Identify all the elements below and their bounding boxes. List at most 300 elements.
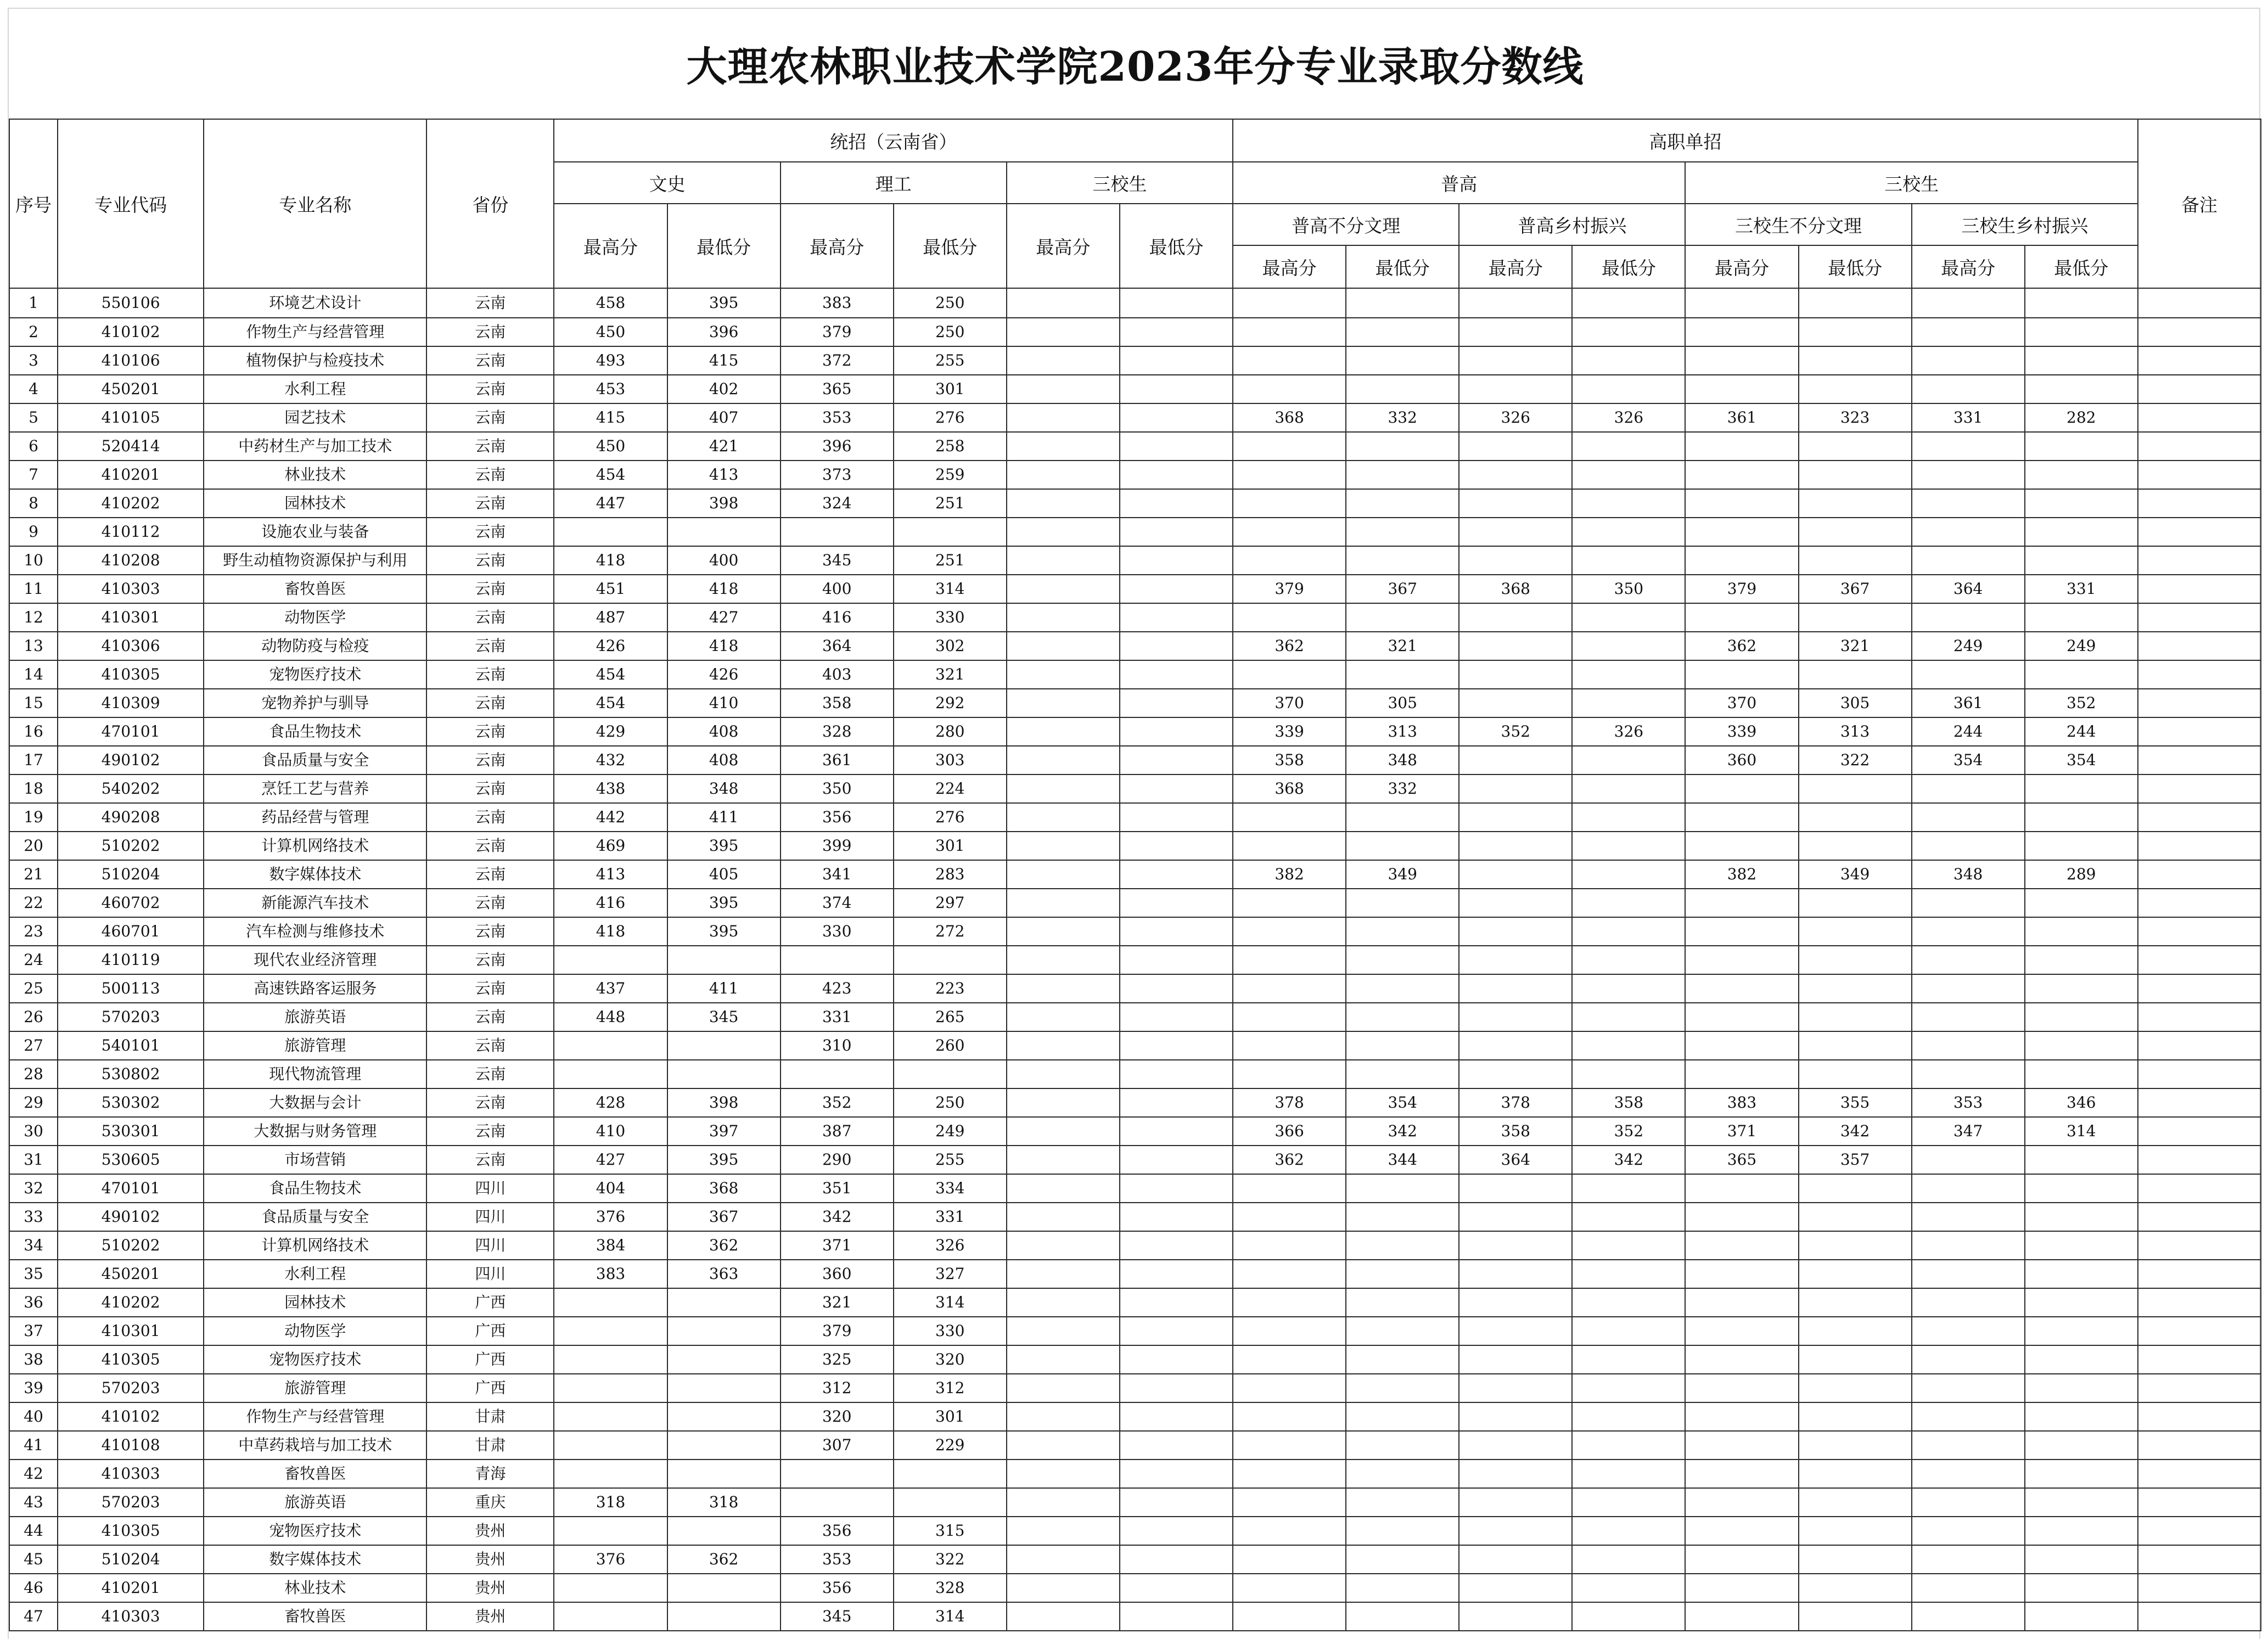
table-row: [9, 917, 2261, 946]
cell-remark: [2138, 1088, 2261, 1117]
cell-pugao-xiangcun-max: [1459, 889, 1572, 917]
cell-pugao-xiangcun-max: 326: [1459, 403, 1572, 432]
cell-seq: 34: [9, 1231, 58, 1260]
cell-wenshi-max: [554, 1517, 667, 1545]
cell-pugao-nofen-min: [1346, 832, 1459, 860]
cell-sanxiao-max: [1007, 774, 1120, 803]
cell-pugao-nofen-max: [1233, 1488, 1346, 1517]
cell-pugao-nofen-min: [1346, 1374, 1459, 1402]
cell-ligong-max: [781, 518, 894, 546]
cell-name: 动物医学: [204, 603, 426, 632]
cell-seq: 18: [9, 774, 58, 803]
cell-ligong-min: 334: [894, 1174, 1007, 1203]
cell-sanxiao-xiangcun-max: 244: [1912, 717, 2025, 746]
header-pugao: 普高: [1233, 162, 1685, 204]
cell-sanxiao-xiangcun-min: 346: [2025, 1088, 2138, 1117]
cell-pugao-xiangcun-max: [1459, 546, 1572, 575]
cell-pugao-xiangcun-min: [1572, 1402, 1685, 1431]
table-row: [9, 946, 2261, 974]
header-ligong-min: 最低分: [894, 204, 1007, 288]
cell-wenshi-min: [667, 1517, 781, 1545]
cell-sanxiao-xiangcun-max: [1912, 1602, 2025, 1631]
cell-sanxiao-nofen-max: 383: [1685, 1088, 1798, 1117]
cell-sanxiao-min: [1120, 1374, 1233, 1402]
cell-province: 云南: [426, 774, 554, 803]
cell-code: 410301: [58, 1317, 204, 1345]
cell-sanxiao-max: [1007, 1345, 1120, 1374]
cell-sanxiao-max: [1007, 889, 1120, 917]
cell-sanxiao-xiangcun-min: [2025, 1517, 2138, 1545]
cell-wenshi-min: [667, 946, 781, 974]
cell-pugao-xiangcun-min: [1572, 660, 1685, 689]
cell-seq: 15: [9, 689, 58, 717]
cell-name: 中药材生产与加工技术: [204, 432, 426, 461]
cell-sanxiao-min: [1120, 1602, 1233, 1631]
cell-pugao-nofen-max: [1233, 1545, 1346, 1574]
cell-sanxiao-min: [1120, 1431, 1233, 1460]
cell-pugao-nofen-min: [1346, 1431, 1459, 1460]
cell-sanxiao-xiangcun-max: [1912, 518, 2025, 546]
cell-wenshi-min: 395: [667, 1146, 781, 1174]
header-sanxiao: 三校生: [1007, 162, 1233, 204]
cell-pugao-xiangcun-min: [1572, 288, 1685, 318]
cell-sanxiao-xiangcun-min: [2025, 774, 2138, 803]
table-row: [9, 1488, 2261, 1517]
cell-sanxiao-nofen-max: [1685, 1517, 1798, 1545]
cell-code: 410106: [58, 346, 204, 375]
table-row: [9, 889, 2261, 917]
table-row: [9, 1460, 2261, 1488]
cell-sanxiao-max: [1007, 746, 1120, 774]
cell-seq: 22: [9, 889, 58, 917]
cell-wenshi-max: 454: [554, 461, 667, 489]
cell-name: 汽车检测与维修技术: [204, 917, 426, 946]
cell-pugao-xiangcun-max: [1459, 1460, 1572, 1488]
cell-sanxiao-nofen-min: [1799, 1317, 1912, 1345]
cell-ligong-max: [781, 946, 894, 974]
cell-sanxiao-xiangcun-max: [1912, 946, 2025, 974]
cell-sanxiao-nofen-min: 321: [1799, 632, 1912, 660]
cell-pugao-xiangcun-max: [1459, 774, 1572, 803]
cell-sanxiao-xiangcun-min: [2025, 1031, 2138, 1060]
cell-sanxiao-min: [1120, 974, 1233, 1003]
cell-pugao-nofen-max: 370: [1233, 689, 1346, 717]
cell-wenshi-min: 398: [667, 1088, 781, 1117]
cell-sanxiao-xiangcun-min: 249: [2025, 632, 2138, 660]
cell-sanxiao-nofen-max: [1685, 1460, 1798, 1488]
cell-sanxiao-min: [1120, 660, 1233, 689]
cell-pugao-nofen-min: [1346, 974, 1459, 1003]
cell-remark: [2138, 1374, 2261, 1402]
cell-sanxiao-xiangcun-max: 348: [1912, 860, 2025, 889]
cell-pugao-xiangcun-max: [1459, 1402, 1572, 1431]
cell-name: 现代物流管理: [204, 1060, 426, 1088]
cell-wenshi-min: [667, 518, 781, 546]
cell-sanxiao-nofen-max: [1685, 1602, 1798, 1631]
cell-ligong-min: 276: [894, 803, 1007, 832]
cell-wenshi-max: [554, 1060, 667, 1088]
cell-sanxiao-nofen-min: [1799, 288, 1912, 318]
cell-pugao-xiangcun-max: [1459, 1602, 1572, 1631]
cell-sanxiao-max: [1007, 403, 1120, 432]
cell-sanxiao-xiangcun-max: [1912, 1031, 2025, 1060]
cell-remark: [2138, 575, 2261, 603]
cell-pugao-nofen-min: [1346, 518, 1459, 546]
cell-wenshi-min: 395: [667, 889, 781, 917]
cell-sanxiao-xiangcun-max: [1912, 603, 2025, 632]
cell-sanxiao-nofen-max: [1685, 832, 1798, 860]
cell-sanxiao-max: [1007, 1374, 1120, 1402]
cell-wenshi-min: 395: [667, 917, 781, 946]
cell-province: 云南: [426, 518, 554, 546]
cell-province: 云南: [426, 1117, 554, 1146]
cell-seq: 23: [9, 917, 58, 946]
cell-name: 林业技术: [204, 1574, 426, 1602]
cell-wenshi-max: 427: [554, 1146, 667, 1174]
cell-sanxiao-xiangcun-max: [1912, 1374, 2025, 1402]
cell-sanxiao-min: [1120, 1460, 1233, 1488]
cell-code: 510204: [58, 1545, 204, 1574]
cell-ligong-min: 303: [894, 746, 1007, 774]
cell-sanxiao-xiangcun-min: [2025, 375, 2138, 403]
cell-sanxiao-nofen-min: [1799, 1260, 1912, 1288]
header-sanxiao-min: 最低分: [1120, 204, 1233, 288]
cell-name: 设施农业与装备: [204, 518, 426, 546]
cell-sanxiao-nofen-min: [1799, 1574, 1912, 1602]
cell-sanxiao-nofen-max: [1685, 461, 1798, 489]
cell-sanxiao-max: [1007, 1203, 1120, 1231]
cell-pugao-xiangcun-max: [1459, 1517, 1572, 1545]
cell-sanxiao-xiangcun-min: [2025, 461, 2138, 489]
cell-province: 云南: [426, 489, 554, 518]
cell-ligong-max: 328: [781, 717, 894, 746]
cell-sanxiao-nofen-max: [1685, 803, 1798, 832]
cell-remark: [2138, 489, 2261, 518]
cell-ligong-max: 387: [781, 1117, 894, 1146]
cell-seq: 29: [9, 1088, 58, 1117]
cell-sanxiao-xiangcun-max: [1912, 546, 2025, 575]
cell-sanxiao-xiangcun-max: 347: [1912, 1117, 2025, 1146]
cell-pugao-nofen-min: [1346, 1003, 1459, 1031]
cell-pugao-nofen-min: [1346, 803, 1459, 832]
cell-sanxiao-nofen-min: [1799, 774, 1912, 803]
cell-pugao-xiangcun-max: [1459, 860, 1572, 889]
cell-pugao-xiangcun-max: [1459, 1574, 1572, 1602]
cell-sanxiao-min: [1120, 1117, 1233, 1146]
cell-sanxiao-xiangcun-max: [1912, 1231, 2025, 1260]
cell-pugao-xiangcun-max: [1459, 1260, 1572, 1288]
cell-sanxiao-nofen-max: 371: [1685, 1117, 1798, 1146]
cell-sanxiao-xiangcun-min: [2025, 946, 2138, 974]
cell-code: 410306: [58, 632, 204, 660]
cell-remark: [2138, 803, 2261, 832]
cell-sanxiao-nofen-max: [1685, 546, 1798, 575]
cell-sanxiao-xiangcun-max: [1912, 461, 2025, 489]
cell-pugao-nofen-min: [1346, 917, 1459, 946]
cell-pugao-nofen-max: 362: [1233, 1146, 1346, 1174]
cell-ligong-min: 251: [894, 489, 1007, 518]
cell-province: 四川: [426, 1231, 554, 1260]
table-row: [9, 774, 2261, 803]
cell-ligong-max: 352: [781, 1088, 894, 1117]
cell-pugao-xiangcun-min: 326: [1572, 717, 1685, 746]
cell-remark: [2138, 346, 2261, 375]
cell-sanxiao-max: [1007, 1288, 1120, 1317]
cell-pugao-xiangcun-max: [1459, 288, 1572, 318]
table-row: [9, 1431, 2261, 1460]
cell-wenshi-min: 427: [667, 603, 781, 632]
cell-pugao-xiangcun-min: [1572, 1260, 1685, 1288]
cell-pugao-xiangcun-min: [1572, 546, 1685, 575]
cell-sanxiao-min: [1120, 832, 1233, 860]
table-row: [9, 1602, 2261, 1631]
cell-wenshi-min: [667, 1402, 781, 1431]
cell-sanxiao-min: [1120, 1031, 1233, 1060]
cell-code: 470101: [58, 717, 204, 746]
cell-pugao-nofen-min: 342: [1346, 1117, 1459, 1146]
cell-ligong-max: 423: [781, 974, 894, 1003]
cell-sanxiao-min: [1120, 1345, 1233, 1374]
cell-remark: [2138, 832, 2261, 860]
cell-code: 570203: [58, 1488, 204, 1517]
cell-sanxiao-nofen-min: [1799, 1060, 1912, 1088]
cell-sanxiao-max: [1007, 546, 1120, 575]
cell-seq: 45: [9, 1545, 58, 1574]
cell-province: 云南: [426, 403, 554, 432]
cell-sanxiao-min: [1120, 689, 1233, 717]
cell-pugao-xiangcun-min: [1572, 917, 1685, 946]
cell-wenshi-max: 447: [554, 489, 667, 518]
cell-sanxiao-min: [1120, 1146, 1233, 1174]
cell-pugao-xiangcun-min: [1572, 1031, 1685, 1060]
table-row: [9, 346, 2261, 375]
cell-sanxiao-min: [1120, 889, 1233, 917]
cell-pugao-xiangcun-max: [1459, 603, 1572, 632]
cell-pugao-nofen-max: [1233, 461, 1346, 489]
cell-ligong-max: [781, 1060, 894, 1088]
cell-pugao-xiangcun-min: [1572, 832, 1685, 860]
cell-sanxiao-min: [1120, 1260, 1233, 1288]
cell-province: 云南: [426, 1003, 554, 1031]
cell-wenshi-min: 411: [667, 803, 781, 832]
cell-pugao-xiangcun-max: [1459, 917, 1572, 946]
page-title: 大理农林职业技术学院2023年分专业录取分数线: [686, 43, 1584, 91]
cell-province: 云南: [426, 546, 554, 575]
cell-pugao-nofen-min: [1346, 1545, 1459, 1574]
cell-wenshi-min: [667, 1374, 781, 1402]
cell-sanxiao-nofen-min: 355: [1799, 1088, 1912, 1117]
cell-seq: 14: [9, 660, 58, 689]
table-row: [9, 546, 2261, 575]
cell-sanxiao-nofen-min: [1799, 1602, 1912, 1631]
cell-sanxiao-nofen-min: 357: [1799, 1146, 1912, 1174]
header-sanxiao-max: 最高分: [1007, 204, 1120, 288]
cell-sanxiao-max: [1007, 1488, 1120, 1517]
cell-wenshi-max: 487: [554, 603, 667, 632]
cell-province: 贵州: [426, 1574, 554, 1602]
cell-sanxiao-nofen-max: [1685, 1545, 1798, 1574]
cell-pugao-xiangcun-min: [1572, 1003, 1685, 1031]
cell-ligong-min: 314: [894, 1288, 1007, 1317]
cell-sanxiao-xiangcun-min: [2025, 346, 2138, 375]
cell-pugao-nofen-min: [1346, 288, 1459, 318]
cell-sanxiao-max: [1007, 318, 1120, 346]
cell-sanxiao-xiangcun-min: 331: [2025, 575, 2138, 603]
cell-sanxiao-max: [1007, 632, 1120, 660]
cell-sanxiao-xiangcun-max: [1912, 1317, 2025, 1345]
cell-pugao-nofen-max: [1233, 1517, 1346, 1545]
cell-name: 计算机网络技术: [204, 1231, 426, 1260]
cell-pugao-nofen-max: [1233, 1574, 1346, 1602]
cell-pugao-xiangcun-max: [1459, 1317, 1572, 1345]
cell-sanxiao-nofen-max: [1685, 1574, 1798, 1602]
cell-sanxiao-nofen-min: [1799, 917, 1912, 946]
cell-ligong-max: 353: [781, 1545, 894, 1574]
cell-pugao-nofen-max: 368: [1233, 403, 1346, 432]
cell-seq: 36: [9, 1288, 58, 1317]
cell-code: 410208: [58, 546, 204, 575]
cell-remark: [2138, 1431, 2261, 1460]
cell-sanxiao-nofen-max: [1685, 1174, 1798, 1203]
table-row: [9, 1117, 2261, 1146]
cell-ligong-max: 341: [781, 860, 894, 889]
cell-code: 530301: [58, 1117, 204, 1146]
cell-wenshi-max: 438: [554, 774, 667, 803]
cell-ligong-max: [781, 1460, 894, 1488]
cell-seq: 16: [9, 717, 58, 746]
cell-sanxiao-nofen-min: [1799, 432, 1912, 461]
table-header: [9, 119, 2261, 288]
cell-sanxiao-nofen-min: 323: [1799, 403, 1912, 432]
cell-pugao-nofen-min: 367: [1346, 575, 1459, 603]
cell-province: 云南: [426, 375, 554, 403]
cell-name: 作物生产与经营管理: [204, 1402, 426, 1431]
cell-pugao-xiangcun-min: 350: [1572, 575, 1685, 603]
cell-pugao-nofen-max: [1233, 375, 1346, 403]
cell-sanxiao-xiangcun-max: 354: [1912, 746, 2025, 774]
cell-pugao-xiangcun-max: 364: [1459, 1146, 1572, 1174]
cell-pugao-nofen-min: [1346, 603, 1459, 632]
cell-sanxiao-xiangcun-max: [1912, 1174, 2025, 1203]
cell-pugao-nofen-max: 358: [1233, 746, 1346, 774]
cell-remark: [2138, 974, 2261, 1003]
cell-pugao-nofen-max: [1233, 1602, 1346, 1631]
table-row: [9, 1088, 2261, 1117]
cell-name: 林业技术: [204, 461, 426, 489]
cell-seq: 13: [9, 632, 58, 660]
cell-wenshi-max: 451: [554, 575, 667, 603]
cell-ligong-max: 324: [781, 489, 894, 518]
cell-sanxiao-xiangcun-max: [1912, 889, 2025, 917]
cell-pugao-nofen-max: [1233, 1174, 1346, 1203]
cell-pugao-xiangcun-max: [1459, 518, 1572, 546]
cell-ligong-max: 345: [781, 546, 894, 575]
cell-pugao-xiangcun-min: [1572, 1288, 1685, 1317]
cell-name: 食品生物技术: [204, 1174, 426, 1203]
cell-pugao-xiangcun-min: [1572, 889, 1685, 917]
cell-seq: 32: [9, 1174, 58, 1203]
cell-sanxiao-nofen-max: [1685, 1260, 1798, 1288]
cell-ligong-max: 320: [781, 1402, 894, 1431]
cell-code: 510202: [58, 832, 204, 860]
cell-pugao-xiangcun-min: [1572, 1203, 1685, 1231]
cell-pugao-nofen-min: [1346, 889, 1459, 917]
cell-pugao-nofen-max: [1233, 889, 1346, 917]
cell-sanxiao-xiangcun-max: [1912, 375, 2025, 403]
cell-sanxiao-xiangcun-max: [1912, 1060, 2025, 1088]
table-row: [9, 1060, 2261, 1088]
header-sanxiao-nofen: 三校生不分文理: [1685, 204, 1911, 245]
cell-seq: 26: [9, 1003, 58, 1031]
cell-sanxiao-nofen-max: 362: [1685, 632, 1798, 660]
cell-remark: [2138, 717, 2261, 746]
cell-code: 570203: [58, 1374, 204, 1402]
cell-sanxiao-min: [1120, 1488, 1233, 1517]
cell-wenshi-min: 418: [667, 632, 781, 660]
cell-province: 云南: [426, 717, 554, 746]
cell-sanxiao-nofen-min: [1799, 546, 1912, 575]
cell-name: 食品质量与安全: [204, 1203, 426, 1231]
cell-sanxiao-max: [1007, 432, 1120, 461]
cell-code: 410112: [58, 518, 204, 546]
cell-sanxiao-nofen-max: [1685, 489, 1798, 518]
cell-wenshi-min: [667, 1317, 781, 1345]
cell-sanxiao-min: [1120, 432, 1233, 461]
cell-ligong-max: 330: [781, 917, 894, 946]
cell-pugao-nofen-min: [1346, 1060, 1459, 1088]
cell-sanxiao-nofen-min: [1799, 318, 1912, 346]
cell-name: 旅游英语: [204, 1003, 426, 1031]
cell-sanxiao-nofen-max: [1685, 917, 1798, 946]
table-row: [9, 432, 2261, 461]
cell-remark: [2138, 774, 2261, 803]
cell-code: 450201: [58, 1260, 204, 1288]
cell-sanxiao-max: [1007, 1431, 1120, 1460]
cell-sanxiao-max: [1007, 1402, 1120, 1431]
cell-wenshi-min: 363: [667, 1260, 781, 1288]
cell-wenshi-min: 415: [667, 346, 781, 375]
cell-sanxiao-nofen-min: [1799, 660, 1912, 689]
cell-sanxiao-max: [1007, 375, 1120, 403]
cell-sanxiao-xiangcun-min: [2025, 1574, 2138, 1602]
cell-ligong-max: 373: [781, 461, 894, 489]
cell-name: 食品生物技术: [204, 717, 426, 746]
header-wenshi-min: 最低分: [667, 204, 781, 288]
cell-pugao-xiangcun-min: [1572, 603, 1685, 632]
cell-province: 云南: [426, 974, 554, 1003]
cell-pugao-xiangcun-min: [1572, 746, 1685, 774]
cell-seq: 42: [9, 1460, 58, 1488]
header-ligong-max: 最高分: [781, 204, 894, 288]
cell-ligong-max: 290: [781, 1146, 894, 1174]
table-row: [9, 1260, 2261, 1288]
cell-sanxiao-nofen-max: [1685, 946, 1798, 974]
cell-sanxiao-xiangcun-min: [2025, 832, 2138, 860]
cell-sanxiao-xiangcun-max: [1912, 1203, 2025, 1231]
cell-province: 广西: [426, 1374, 554, 1402]
cell-pugao-nofen-max: [1233, 1260, 1346, 1288]
cell-sanxiao-max: [1007, 1117, 1120, 1146]
cell-pugao-xiangcun-min: [1572, 1574, 1685, 1602]
cell-sanxiao-min: [1120, 546, 1233, 575]
cell-ligong-min: 272: [894, 917, 1007, 946]
cell-ligong-min: 330: [894, 1317, 1007, 1345]
table-row: [9, 689, 2261, 717]
cell-ligong-max: 374: [781, 889, 894, 917]
cell-code: 410303: [58, 575, 204, 603]
cell-sanxiao-max: [1007, 1545, 1120, 1574]
cell-sanxiao-xiangcun-max: [1912, 1146, 2025, 1174]
